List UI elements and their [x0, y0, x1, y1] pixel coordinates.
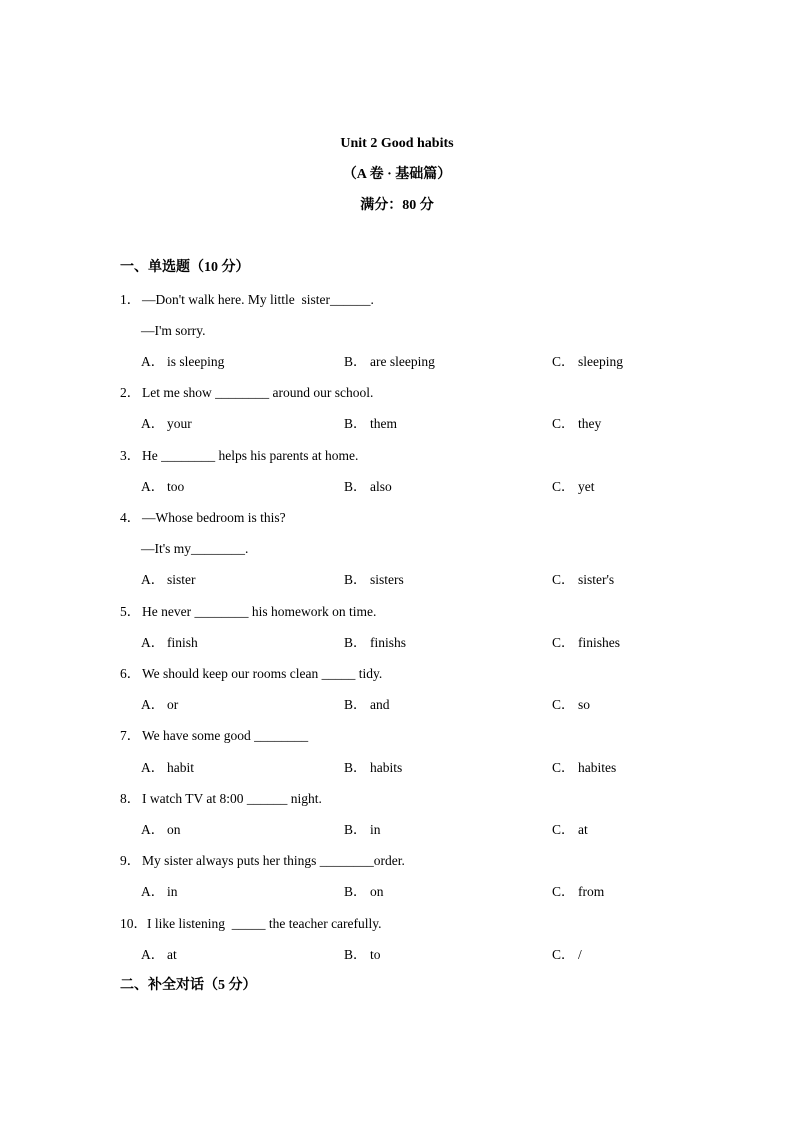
question-3-option-c[interactable]	[552, 478, 595, 496]
option-letter: C．	[552, 822, 575, 837]
page-subtitle: （A 卷 · 基础篇）	[342, 167, 452, 182]
question-6-option-c[interactable]	[552, 696, 590, 714]
question-3-option-a[interactable]	[141, 478, 184, 496]
question-5-option-c[interactable]	[552, 634, 620, 652]
question-number: 9．	[120, 853, 141, 868]
option-letter: B．	[344, 572, 367, 587]
option-text: sisters	[370, 572, 404, 587]
option-letter: B．	[344, 884, 367, 899]
option-text: or	[167, 697, 179, 712]
question-3-option-b[interactable]	[344, 478, 392, 496]
option-text: are sleeping	[370, 354, 435, 369]
option-letter: A．	[141, 697, 165, 712]
option-text: finish	[167, 635, 198, 650]
option-letter: A．	[141, 635, 165, 650]
question-9-option-c[interactable]	[552, 883, 604, 901]
option-text: too	[167, 479, 185, 494]
option-letter: C．	[552, 635, 575, 650]
question-1-option-b[interactable]	[344, 353, 435, 371]
question-10-option-b[interactable]	[344, 946, 381, 964]
question-7-stem	[120, 727, 308, 745]
option-text: sister	[167, 572, 196, 587]
option-text: to	[370, 947, 381, 962]
question-1-reply: —I'm sorry.	[141, 323, 206, 338]
option-letter: B．	[344, 416, 367, 431]
question-2-option-a[interactable]	[141, 415, 192, 433]
option-text: sleeping	[578, 354, 623, 369]
question-number: 10．	[120, 916, 147, 931]
question-number: 8．	[120, 791, 141, 806]
question-number: 3．	[120, 448, 141, 463]
question-3-stem	[120, 447, 358, 465]
option-text: habit	[167, 760, 194, 775]
question-number: 2．	[120, 385, 141, 400]
option-text: at	[578, 822, 588, 837]
question-10-option-c[interactable]	[552, 946, 582, 964]
option-letter: C．	[552, 697, 575, 712]
question-6-option-b[interactable]	[344, 696, 390, 714]
question-9-option-a[interactable]	[141, 883, 178, 901]
option-text: in	[370, 822, 381, 837]
question-1-stem	[120, 291, 374, 309]
question-text: He ________ helps his parents at home.	[142, 448, 359, 463]
option-text: them	[370, 416, 397, 431]
section-single-choice-title: 一、单选题（10 分）	[120, 260, 250, 275]
question-number: 4．	[120, 510, 141, 525]
option-text: sister's	[578, 572, 615, 587]
option-text: on	[167, 822, 181, 837]
option-letter: A．	[141, 947, 165, 962]
option-letter: B．	[344, 947, 367, 962]
question-9-stem	[120, 852, 405, 870]
option-text: finishs	[370, 635, 407, 650]
question-10-option-a[interactable]	[141, 946, 177, 964]
question-2-option-c[interactable]	[552, 415, 601, 433]
question-9-option-b[interactable]	[344, 883, 384, 901]
option-text: at	[167, 947, 177, 962]
option-text: habits	[370, 760, 403, 775]
question-4-reply: —It's my________.	[141, 541, 249, 556]
option-letter: A．	[141, 354, 165, 369]
question-5-option-a[interactable]	[141, 634, 198, 652]
option-letter: B．	[344, 354, 367, 369]
question-4-option-c[interactable]	[552, 571, 614, 589]
question-7-option-b[interactable]	[344, 759, 402, 777]
option-letter: C．	[552, 760, 575, 775]
option-text: they	[578, 416, 602, 431]
question-7-option-a[interactable]	[141, 759, 194, 777]
question-4-stem	[120, 509, 286, 527]
question-5-stem	[120, 603, 376, 621]
question-text: I watch TV at 8:00 ______ night.	[142, 791, 322, 806]
question-number: 7．	[120, 728, 141, 743]
question-5-option-b[interactable]	[344, 634, 406, 652]
question-text: We have some good ________	[142, 728, 309, 743]
option-text: also	[370, 479, 392, 494]
option-letter: A．	[141, 884, 165, 899]
question-4-option-a[interactable]	[141, 571, 196, 589]
option-text: yet	[578, 479, 595, 494]
option-letter: C．	[552, 884, 575, 899]
option-text: /	[578, 947, 582, 962]
question-2-stem	[120, 384, 373, 402]
option-letter: A．	[141, 572, 165, 587]
question-text: He never ________ his homework on time.	[142, 604, 377, 619]
option-letter: B．	[344, 760, 367, 775]
option-text: and	[370, 697, 390, 712]
option-letter: A．	[141, 416, 165, 431]
question-6-option-a[interactable]	[141, 696, 178, 714]
question-number: 1．	[120, 292, 141, 307]
option-letter: B．	[344, 822, 367, 837]
option-text: so	[578, 697, 591, 712]
question-1-option-c[interactable]	[552, 353, 623, 371]
question-text: I like listening _____ the teacher carefully.	[147, 916, 382, 931]
option-letter: C．	[552, 947, 575, 962]
question-2-option-b[interactable]	[344, 415, 397, 433]
question-text: —Whose bedroom is this?	[142, 510, 286, 525]
section-dialogue-title: 二、补全对话（5 分）	[120, 978, 257, 993]
question-number: 5．	[120, 604, 141, 619]
full-score: 满分：80 分	[360, 198, 434, 213]
question-text: We should keep our rooms clean _____ tidy.	[142, 666, 383, 681]
question-text: My sister always puts her things ________order.	[142, 853, 405, 868]
question-8-option-b[interactable]	[344, 821, 381, 839]
option-letter: B．	[344, 635, 367, 650]
question-1-option-a[interactable]	[141, 353, 224, 371]
option-letter: C．	[552, 572, 575, 587]
option-letter: A．	[141, 479, 165, 494]
question-text: Let me show ________ around our school.	[142, 385, 374, 400]
question-text: —Don't walk here. My little sister______.	[142, 292, 374, 307]
question-7-option-c[interactable]	[552, 759, 616, 777]
option-text: finishes	[578, 635, 620, 650]
page-title: Unit 2 Good habits	[340, 136, 454, 151]
question-8-option-c[interactable]	[552, 821, 588, 839]
question-6-stem	[120, 665, 382, 683]
option-letter: B．	[344, 697, 367, 712]
option-text: your	[167, 416, 192, 431]
option-text: in	[167, 884, 178, 899]
option-letter: A．	[141, 760, 165, 775]
option-letter: B．	[344, 479, 367, 494]
question-8-stem	[120, 790, 322, 808]
question-8-option-a[interactable]	[141, 821, 181, 839]
option-letter: A．	[141, 822, 165, 837]
option-text: is sleeping	[167, 354, 225, 369]
question-number: 6．	[120, 666, 141, 681]
question-4-option-b[interactable]	[344, 571, 404, 589]
option-letter: C．	[552, 416, 575, 431]
option-text: from	[578, 884, 605, 899]
option-text: on	[370, 884, 384, 899]
option-text: habites	[578, 760, 617, 775]
question-10-stem	[120, 915, 382, 933]
option-letter: C．	[552, 479, 575, 494]
option-letter: C．	[552, 354, 575, 369]
